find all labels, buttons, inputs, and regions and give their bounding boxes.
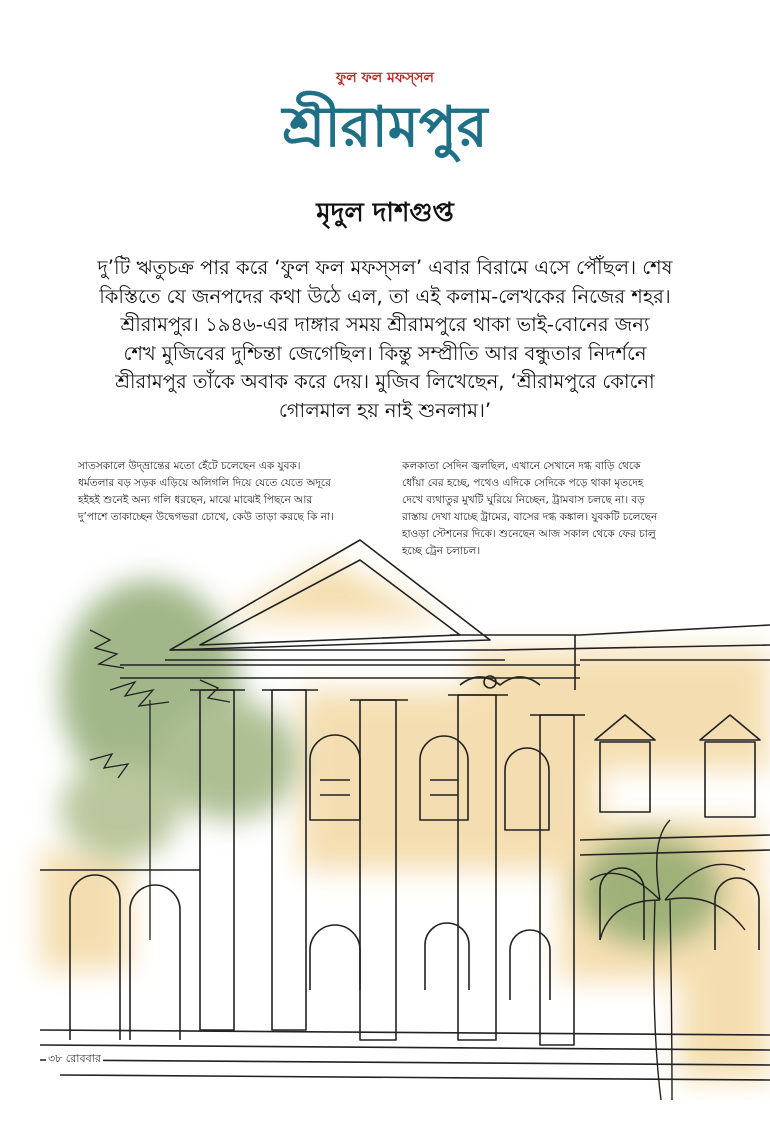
- author-name: মৃদুল দাশগুপ্ত: [316, 198, 454, 228]
- intro-line: দু’টি ঋতুচক্র পার করে ‘ফুল ফল মফস্সল’ এবার বিরামে এসে পৌঁছল। শেষ: [97, 256, 673, 279]
- body-column-left: [78, 458, 368, 526]
- intro-line: গোলমাল হয় নাই শুনলাম।’: [278, 398, 492, 422]
- intro-line: শেখ মুজিবের দুশ্চিন্তা জেগেছিল। কিন্তু সম্প্রীতি আর বন্ধুতার নিদর্শনে: [123, 341, 647, 365]
- intro-line: শ্রীরামপুর। ১৯৪৬-এর দাঙ্গার সময় শ্রীরামপুরে থাকা ভাই-বোনের জন্য: [120, 313, 650, 336]
- body-line: ধোঁয়া বের হচ্ছে, পথেও এদিকে সেদিকে পড়ে থাকা মৃতদেহ: [402, 477, 644, 489]
- body-line: হইহই শুনেই অন্য গলি ধরছেন, মাঝে মাঝেই পিছনে আর: [78, 494, 313, 506]
- building-illustration: [0, 520, 770, 1100]
- intro-line: কিস্তিতে যে জনপদের কথা উঠে এল, তা এই কলাম-লেখকের নিজের শহর।: [99, 284, 671, 308]
- body-line: দু’পাশে তাকাচ্ছেন উদ্বেগভরা চোখে, কেউ তাড়া করছে কি না।: [78, 511, 334, 523]
- body-line: কলকাতা সেদিন জ্বলছিল, এখানে সেখানে দগ্ধ বাড়ি থেকে: [402, 460, 641, 472]
- body-line: হচ্ছে ট্রেন চলাচল।: [402, 545, 481, 557]
- body-line: হাওড়া স্টেশনের দিকে। শুনেছেন আজ সকাল থেকে ফের চালু: [402, 528, 656, 540]
- intro-line: শ্রীরামপুর তাঁকে অবাক করে দেয়। মুজিব লিখেছেন, ‘শ্রীরামপুরে কোনো: [115, 370, 655, 393]
- page-folio: ৩৮ রোববার: [46, 1050, 103, 1069]
- body-line: সাতসকালে উদ্‌ভ্রান্তের মতো হেঁটে চলেছেন এক যুবক।: [78, 460, 301, 472]
- section-kicker: ফুল ফল মফস্সল: [335, 70, 434, 86]
- body-line: দেখে ব্যথাতুর মুখটি ঘুরিয়ে নিচ্ছেন, ট্রামবাস চলছে না। বড়: [402, 494, 645, 506]
- body-line: রাস্তায় দেখা যাচ্ছে ট্রামের, বাসের দগ্ধ কঙ্কাল। যুবকটি চলেছেন: [402, 511, 658, 523]
- article-title: শ্রীরামপুর: [282, 95, 488, 160]
- body-line: ধর্মতলার বড় সড়ক এড়িয়ে অলিগলি দিয়ে যেতে যেতে অদূরে: [78, 477, 331, 489]
- intro-paragraph: [70, 254, 700, 425]
